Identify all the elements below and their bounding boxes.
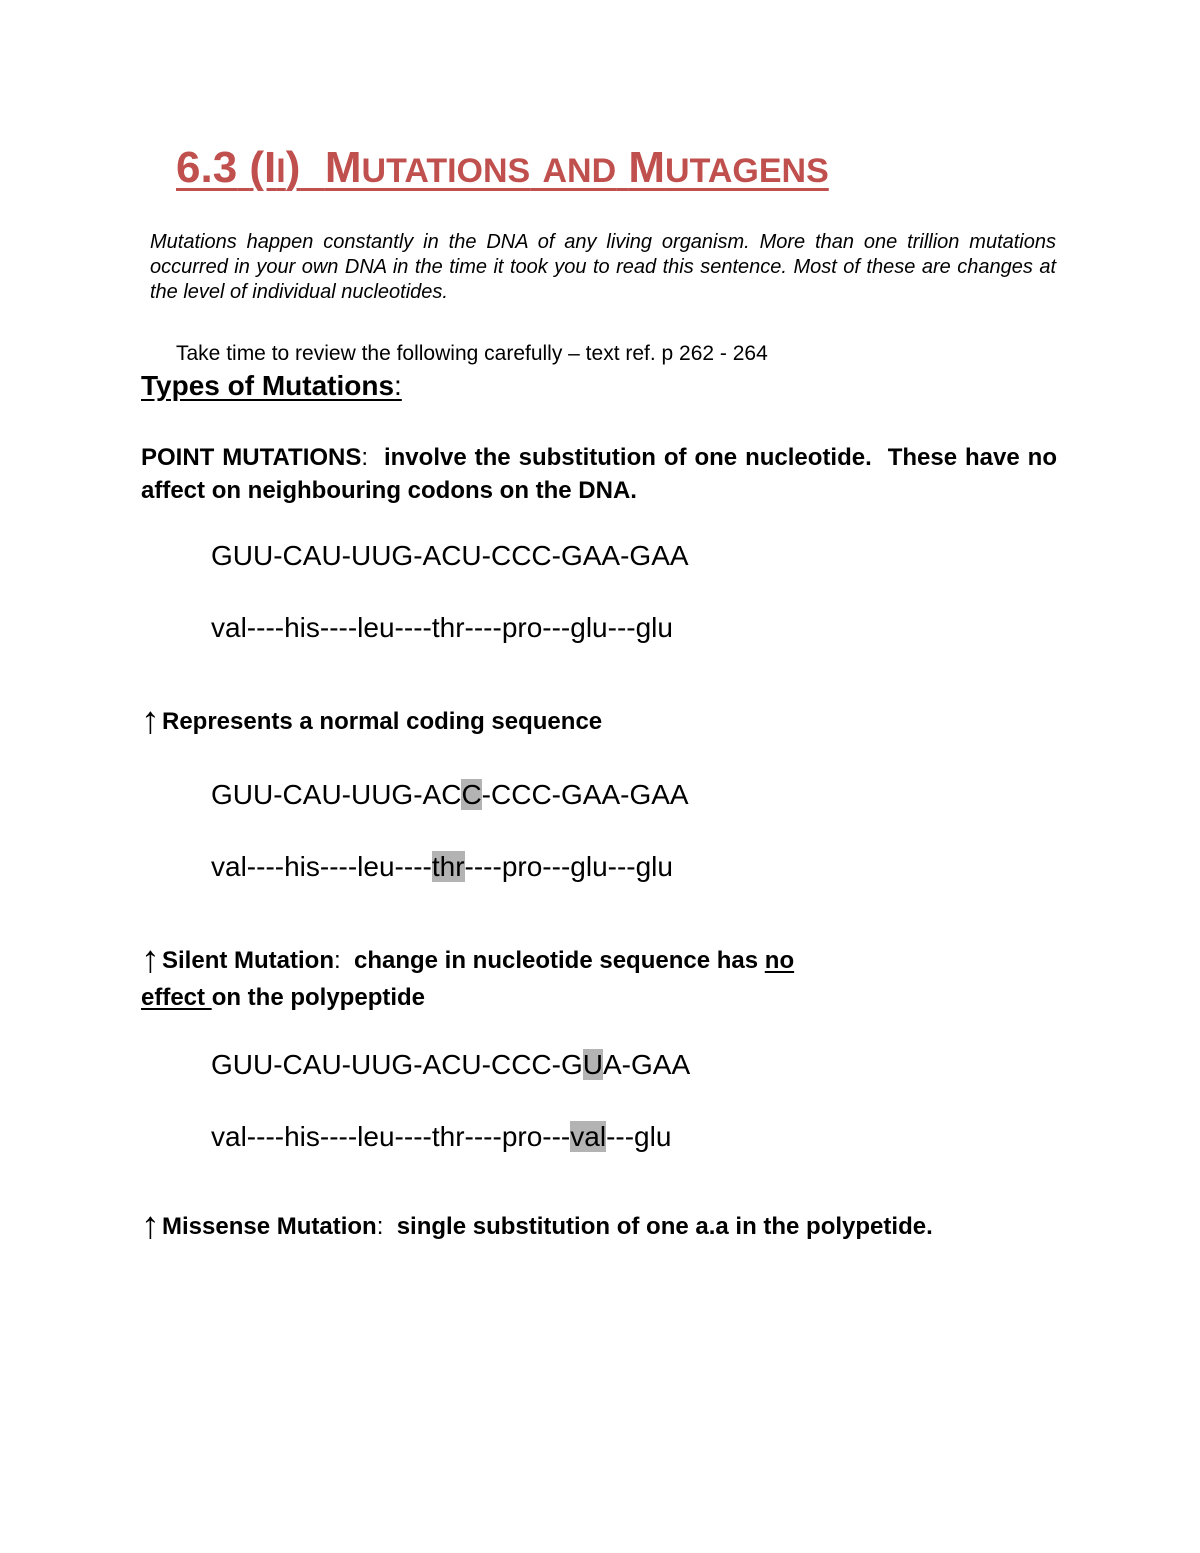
amino-text-after: ----pro---glu---glu	[464, 851, 673, 882]
section-heading	[141, 370, 402, 402]
amino-text-before: val----his----leu----	[211, 851, 432, 882]
section-heading-text: Types of Mutations	[141, 370, 395, 401]
caption-normal-text: Represents a normal coding sequence	[162, 708, 603, 735]
page-title	[176, 143, 829, 193]
intro-paragraph: Mutations happen constantly in the DNA of any living organism. More than one trillion mutations occurred in your own DNA in the time it took you to read this sentence. Most of these are changes at the level of individual nucleotides.	[150, 231, 1056, 303]
caption-silent-term: Silent Mutation	[162, 947, 334, 974]
caption-missense-text: single substitution of one a.a in the polypetide.	[383, 1213, 933, 1240]
amino-sequence-silent	[211, 851, 673, 883]
codon-text-after: A-GAA	[602, 1049, 691, 1080]
point-mutations-description: involve the substitution of one nucleotide. These have no affect on neighbouring codons on the DNA.	[141, 444, 1064, 504]
caption-missense-colon: :	[376, 1213, 384, 1240]
caption-silent-underlined: no	[764, 947, 795, 974]
caption-silent-continuation	[141, 984, 425, 1012]
title-part-open: (I	[249, 143, 277, 192]
section-heading-colon: :	[394, 370, 402, 401]
up-arrow-icon: ↑	[141, 700, 160, 742]
caption-silent-colon: :	[333, 947, 341, 974]
continuation-underlined: effect	[141, 984, 212, 1011]
codon-sequence-missense	[211, 1049, 690, 1081]
amino-text-after: ---glu	[606, 1121, 672, 1152]
caption-silent-text: change in nucleotide sequence has	[340, 947, 765, 974]
point-mutations-term: POINT MUTATIONS	[141, 444, 362, 471]
title-word3-initial: M	[628, 143, 666, 192]
title-word-mutations	[325, 143, 530, 192]
codon-highlight: C	[461, 779, 482, 810]
title-word1-rest: UTATIONS	[361, 152, 531, 190]
amino-sequence-missense	[211, 1121, 671, 1153]
codon-text: GUU-CAU-UUG-ACU-CCC-GAA-GAA	[211, 540, 689, 571]
caption-missense-term: Missense Mutation	[162, 1213, 377, 1240]
caption-normal	[141, 700, 603, 742]
point-mutations-colon: :	[361, 444, 369, 471]
codon-sequence-normal	[211, 540, 689, 572]
amino-text-before: val----his----leu----thr----pro---	[211, 1121, 571, 1152]
amino-highlight: val	[570, 1121, 607, 1152]
title-word3-rest: UTAGENS	[665, 152, 829, 190]
point-mutations-paragraph	[141, 441, 1064, 507]
amino-sequence-normal	[211, 612, 673, 644]
title-part-sc: I	[276, 152, 286, 190]
caption-missense	[141, 1205, 933, 1247]
codon-highlight: U	[582, 1049, 603, 1080]
up-arrow-icon: ↑	[141, 1205, 160, 1247]
title-word-and: AND	[542, 152, 617, 190]
title-word1-initial: M	[324, 143, 362, 192]
title-part	[249, 143, 300, 192]
amino-highlight: thr	[431, 851, 465, 882]
codon-sequence-silent	[211, 779, 689, 811]
up-arrow-icon: ↑	[141, 939, 160, 981]
title-word-mutagens	[628, 143, 828, 192]
codon-text-after: -CCC-GAA-GAA	[481, 779, 689, 810]
codon-text-before: GUU-CAU-UUG-AC	[211, 779, 462, 810]
review-note: Take time to review the following carefully – text ref. p 262 - 264	[176, 342, 768, 365]
title-part-close: )	[285, 143, 301, 192]
codon-text-before: GUU-CAU-UUG-ACU-CCC-G	[211, 1049, 583, 1080]
caption-silent	[141, 939, 795, 981]
continuation-text: on the polypeptide	[211, 984, 426, 1011]
amino-text: val----his----leu----thr----pro---glu---glu	[211, 612, 673, 643]
title-number: 6.3	[176, 143, 238, 192]
